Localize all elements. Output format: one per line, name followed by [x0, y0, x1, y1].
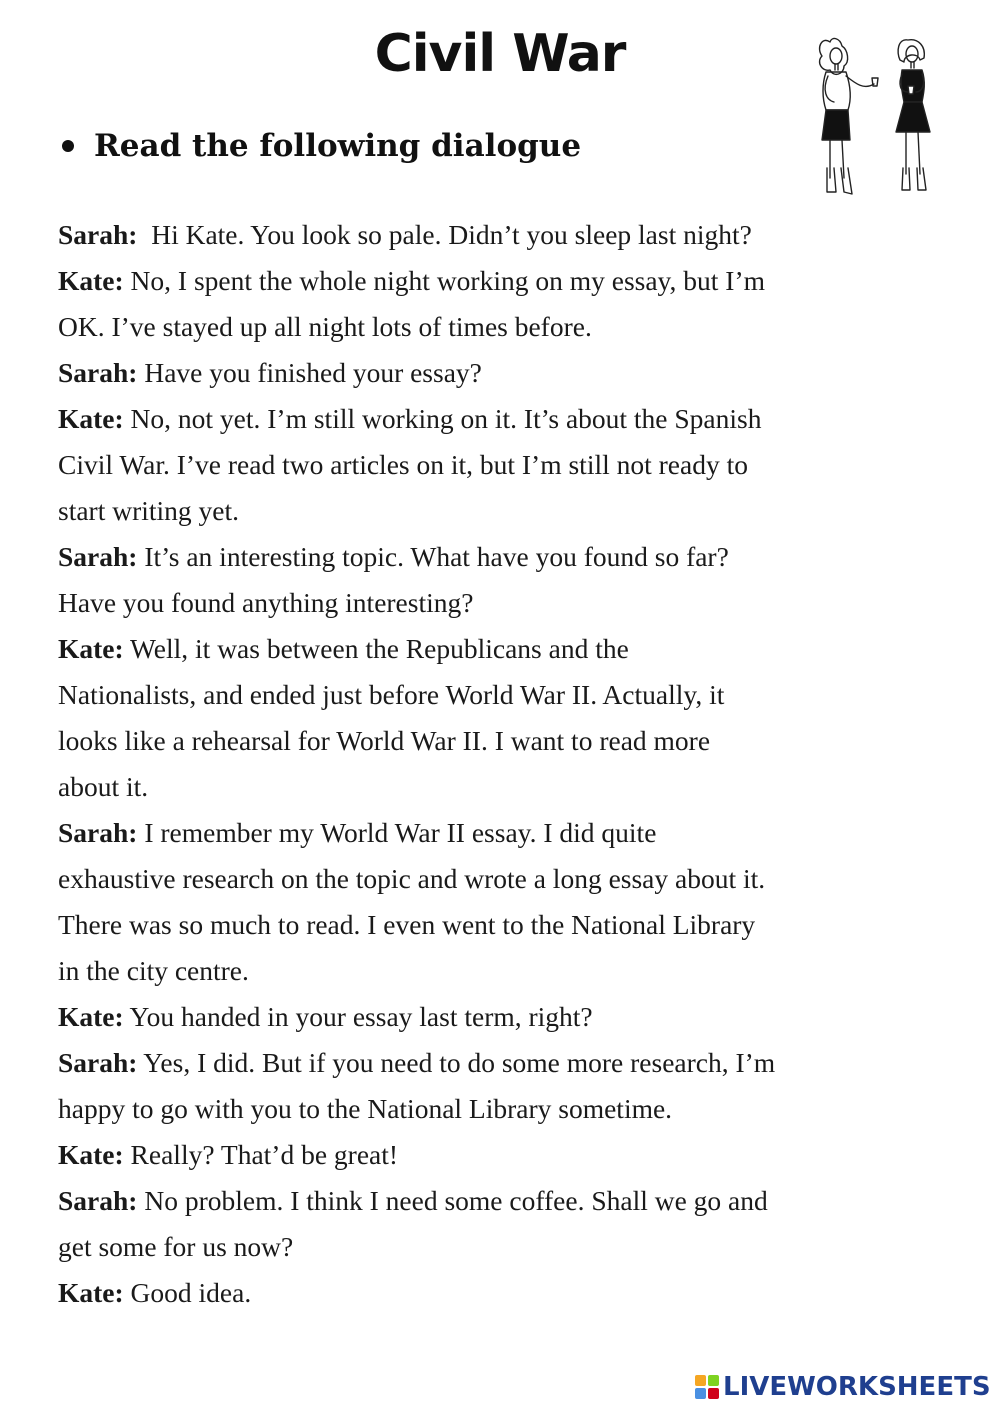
- dialogue-line: start writing yet.: [58, 495, 240, 526]
- speaker-name: Kate:: [58, 265, 124, 296]
- dialogue-line: [58, 810, 858, 856]
- dialogue-line: Have you found anything interesting?: [58, 587, 474, 618]
- woman-left-figure: [820, 39, 878, 194]
- dialogue-line: get some for us now?: [58, 1231, 294, 1262]
- logo-square: [708, 1375, 719, 1386]
- dialogue-text: Really? That’d be great!: [123, 1139, 399, 1170]
- speaker-name: Kate:: [58, 1277, 124, 1308]
- dialogue-line: [58, 350, 858, 396]
- woman-right-figure: [896, 40, 930, 190]
- logo-square: [695, 1375, 706, 1386]
- speaker-name: Kate:: [58, 1001, 124, 1032]
- liveworksheets-logo-icon: [695, 1375, 719, 1399]
- dialogue-line: Nationalists, and ended just before World War II. Actually, it: [58, 679, 725, 710]
- logo-square: [708, 1388, 719, 1399]
- speaker-name: Sarah:: [58, 357, 138, 388]
- dialogue-line: about it.: [58, 771, 149, 802]
- speaker-name: Kate:: [58, 403, 124, 434]
- dialogue-line: [58, 1178, 858, 1224]
- dialogue: [58, 212, 858, 1316]
- speaker-name: Sarah:: [58, 1185, 138, 1216]
- speaker-name: Kate:: [58, 1139, 124, 1170]
- dialogue-line: [58, 1132, 858, 1178]
- dialogue-line: [58, 534, 858, 580]
- page-title: Civil War: [374, 24, 626, 84]
- dialogue-text: I remember my World War II essay. I did quite: [137, 817, 657, 848]
- liveworksheets-watermark: [695, 1372, 991, 1402]
- dialogue-line: [58, 212, 858, 258]
- dialogue-line: [58, 396, 858, 442]
- dialogue-line: [58, 1040, 858, 1086]
- watermark-text: LIVEWORKSHEETS: [723, 1372, 991, 1402]
- dialogue-line: [58, 626, 858, 672]
- dialogue-line: exhaustive research on the topic and wrote a long essay about it.: [58, 863, 766, 894]
- dialogue-text: You handed in your essay last term, right?: [123, 1001, 593, 1032]
- dialogue-line: Civil War. I’ve read two articles on it, but I’m still not ready to: [58, 449, 748, 480]
- logo-square: [695, 1388, 706, 1399]
- dialogue-text: No, I spent the whole night working on my essay, but I’m: [123, 265, 765, 296]
- bullet-icon: [62, 140, 74, 152]
- dialogue-text: Have you finished your essay?: [137, 357, 482, 388]
- dialogue-line: in the city centre.: [58, 955, 249, 986]
- dialogue-text: It’s an interesting topic. What have you found so far?: [137, 541, 729, 572]
- dialogue-line: [58, 1270, 858, 1316]
- dialogue-text: No, not yet. I’m still working on it. It’s about the Spanish: [123, 403, 762, 434]
- dialogue-text: No problem. I think I need some coffee. Shall we go and: [137, 1185, 768, 1216]
- dialogue-line: happy to go with you to the National Library sometime.: [58, 1093, 673, 1124]
- speaker-name: Sarah:: [58, 817, 138, 848]
- speaker-name: Sarah:: [58, 541, 138, 572]
- dialogue-text: Yes, I did. But if you need to do some more research, I’m: [137, 1047, 776, 1078]
- instruction: [62, 128, 581, 164]
- instruction-text: Read the following dialogue: [94, 128, 582, 164]
- speaker-name: Sarah:: [58, 1047, 138, 1078]
- speaker-name: Sarah:: [58, 219, 138, 250]
- dialogue-line: OK. I’ve stayed up all night lots of times before.: [58, 311, 592, 342]
- two-women-talking-icon: [800, 28, 960, 208]
- dialogue-line: [58, 994, 858, 1040]
- dialogue-line: There was so much to read. I even went to the National Library: [58, 909, 756, 940]
- dialogue-text: Well, it was between the Republicans and the: [123, 633, 629, 664]
- dialogue-text: Hi Kate. You look so pale. Didn’t you sleep last night?: [137, 219, 752, 250]
- dialogue-line: [58, 258, 858, 304]
- dialogue-line: looks like a rehearsal for World War II. I want to read more: [58, 725, 711, 756]
- dialogue-text: Good idea.: [123, 1277, 252, 1308]
- speaker-name: Kate:: [58, 633, 124, 664]
